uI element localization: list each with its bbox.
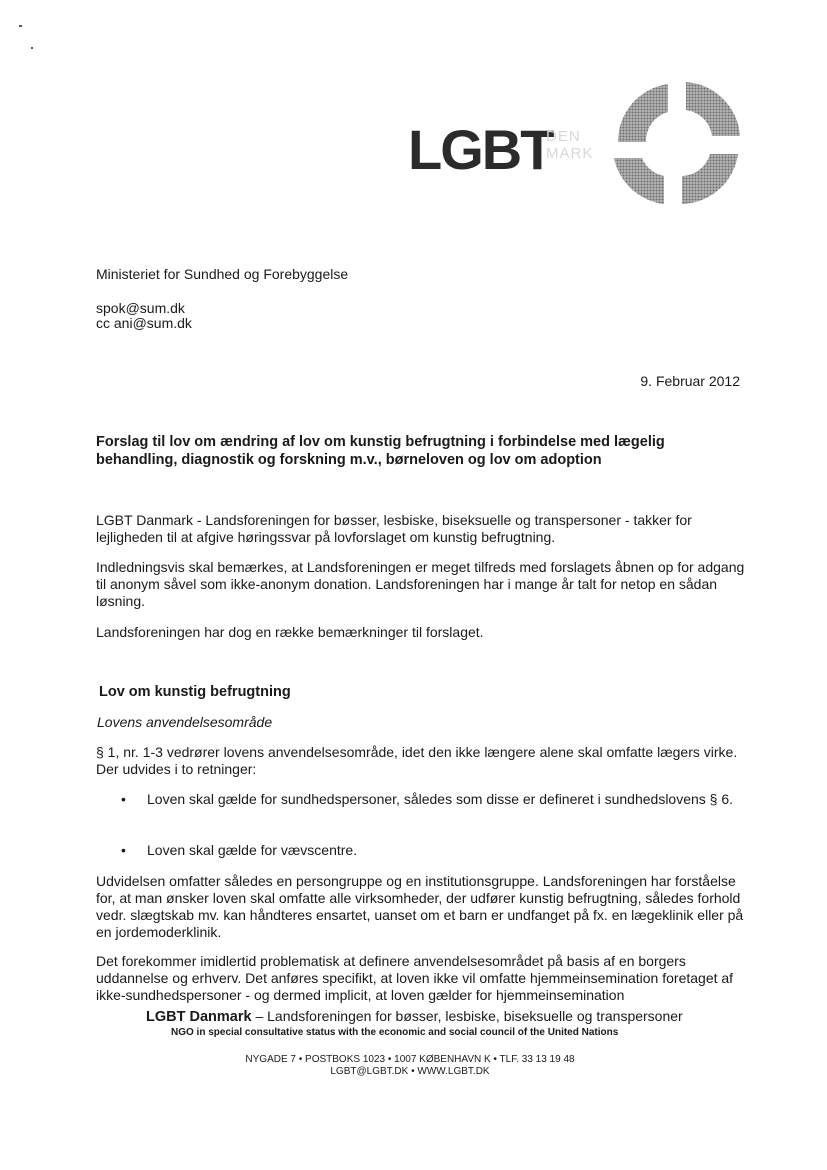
paragraph-remarks-note: Landsforeningen har dog en række bemærkninger til forslaget. [96,624,484,640]
paragraph-problem: Det forekommer imidlertid problematisk at definere anvendelsesområdet på basis af en borgers uddannelse og erhverv. Det anføres specifikt, at loven ikke vil omfatte hjemmeinsemination foretaget af ikke-sundhedspersoner - og dermed implicit, at loven gælder for hjemmeinsemination [96,953,734,1003]
footer-org-name: LGBT Danmark [146,1009,252,1025]
letter-date: 9. Februar 2012 [640,373,740,389]
footer-address: NYGADE 7 • POSTBOKS 1023 • 1007 KØBENHAVN K • TLF. 33 13 19 48 [245,1054,575,1065]
bullet-icon: • [121,791,126,807]
recipient-name: Ministeriet for Sundhed og Forebyggelse [96,266,349,282]
list-item-text: Loven skal gælde for vævscentre. [147,842,358,858]
lgbt-logo [408,78,743,208]
recipient-email: spok@sum.dk [96,300,185,316]
paragraph-scope: § 1, nr. 1-3 vedrører lovens anvendelsesområde, idet den ikke længere alene skal omfatte lægers virke. Der udvides i to retninger: [96,744,738,777]
scan-speck [31,47,33,49]
paragraph-expansion: Udvidelsen omfatter således en persongruppe og en institutionsgruppe. Landsforeningen har forståelse for, at man ønsker loven skal omfatte alle virksomheder, der udfører kunstig befrugtning, således forhold vedr. slægtskab mv. kan håndteres ensartet, uanset om et barn er undfanget på fx. en lægeklinik eller på en jordemoderklinik. [96,873,744,940]
logo-ring-icon [610,78,744,208]
logo-wordmark: LGBT [408,118,553,181]
footer-contact: LGBT@LGBT.DK • WWW.LGBT.DK [330,1066,490,1077]
letter-title: Forslag til lov om ændring af lov om kunstig befrugtning i forbindelse med lægelig behandling, diagnostik og forskning m.v., børneloven og lov om adoption [96,434,665,468]
logo-subtext-line2: MARK [546,145,594,162]
section-heading: Lov om kunstig befrugtning [99,684,291,700]
bullet-icon: • [121,842,126,858]
logo-subtext-line1: DEN [546,128,581,145]
cc-email: cc ani@sum.dk [96,315,192,331]
scan-speck [19,25,22,27]
footer-org-tagline: – Landsforeningen for bøsser, lesbiske, biseksuelle og transpersoner [251,1008,683,1024]
footer-ngo-status: NGO in special consultative status with the economic and social council of the United Nations [171,1027,619,1038]
paragraph-initial-remarks: Indledningsvis skal bemærkes, at Landsforeningen er meget tilfreds med forslagets åbnen op for adgang til anonym såvel som ikke-anonym donation. Landsforeningen har i mange år talt for netop en sådan løsning. [96,559,745,609]
paragraph-intro: LGBT Danmark - Landsforeningen for bøsser, lesbiske, biseksuelle og transpersoner - takker for lejligheden til at afgive høringssvar på lovforslaget om kunstig befrugtning. [96,512,692,545]
subsection-heading: Lovens anvendelsesområde [97,714,273,730]
list-item-text: Loven skal gælde for sundhedspersoner, således som disse er defineret i sundhedslovens § 6. [147,791,734,807]
